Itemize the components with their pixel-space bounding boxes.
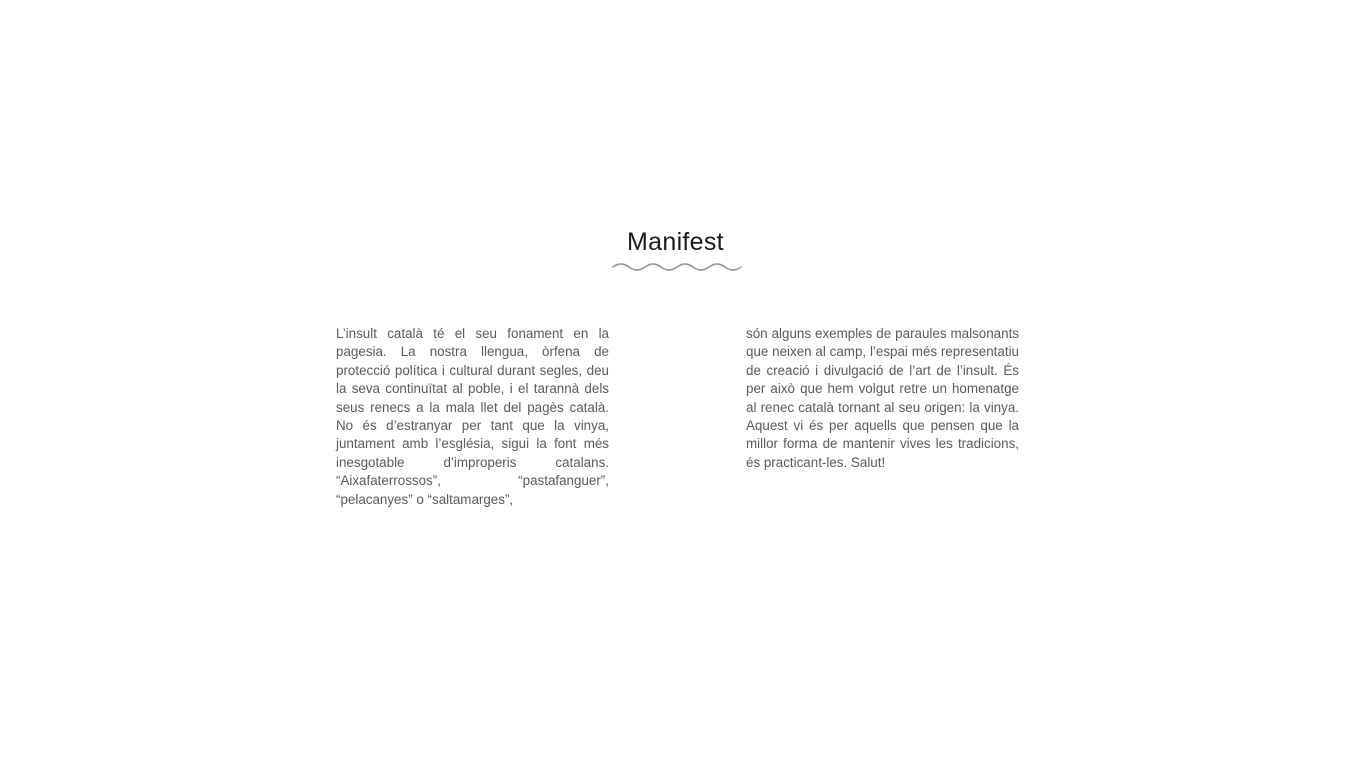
page-title: Manifest	[627, 228, 724, 256]
manifest-text-left: L’insult català té el seu fonament en la pagesia. La nostra llengua, òrfena de protecció política i cultural durant segles, deu la seva continuïtat al poble, i el tarannà dels seus renecs a la mala llet del pagès català. No és d’estranyar per tant que la vinya, juntament amb l’església, sigui la font més inesgotable d’improperis catalans. “Aixafaterrossos”, “pastafanguer”, “pelacanyes” o “saltamarges”,	[336, 326, 609, 507]
manifest-text-right: són alguns exemples de paraules malsonants que neixen al camp, l’espai més representatiu de creació i divulgació de l’art de l’insult. És per això que hem volgut retre un homenatge al renec català tornant al seu origen: la vinya. Aquest vi és per aquells que pensen que la millor forma de mantenir vives les tradicions, és practicant-les. Salut!	[746, 326, 1019, 470]
wavy-line-icon	[612, 260, 742, 274]
